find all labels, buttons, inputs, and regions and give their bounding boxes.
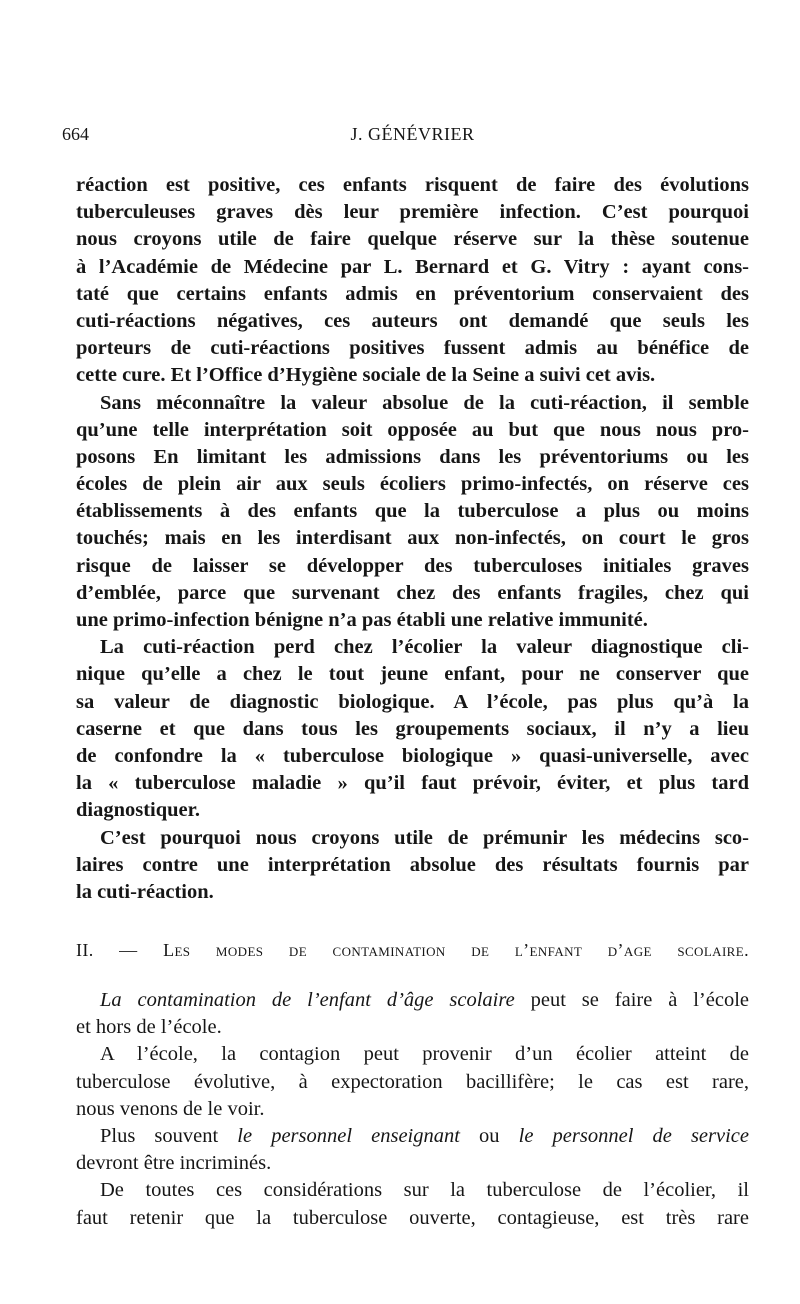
text-line: taté que certains enfants admis en préventorium conservaient des [76, 282, 749, 305]
text-line: La contamination de l’enfant d’âge scolaire peut se faire à l’école [100, 989, 749, 1011]
text-line: établissements à des enfants que la tuberculose a plus ou moins [76, 500, 749, 523]
text-line: sa valeur de diagnostic biologique. A l’école, pas plus qu’à la [76, 690, 749, 713]
text-line: laires contre une interprétation absolue des résultats fournis par [76, 853, 749, 876]
running-title: J. GÉNÉVRIER [350, 124, 475, 144]
text-line: et hors de l’école. [76, 1016, 222, 1039]
italic-phrase: le personnel de service [518, 1124, 749, 1147]
text-line: De toutes ces considérations sur la tuberculose de l’écolier, il [100, 1179, 749, 1202]
text-line: posons En limitant les admissions dans les préventoriums ou les [76, 445, 749, 468]
text-line: C’est pourquoi nous croyons utile de prémunir les médecins sco- [100, 826, 749, 849]
text-line: la cuti-réaction. [76, 880, 214, 903]
page-number: 664 [62, 124, 89, 144]
italic-phrase: La contamination de l’enfant d’âge scolaire [100, 989, 515, 1011]
text-line: cette cure. Et l’Office d’Hygiène sociale de la Seine a suivi cet avis. [76, 364, 656, 387]
text-line: devront être incriminés. [76, 1152, 272, 1175]
section-number: II. — [76, 940, 138, 960]
text-line: porteurs de cuti-réactions positives fussent admis au bénéfice de [76, 337, 749, 360]
text-line: nous venons de le voir. [76, 1097, 265, 1120]
regular-body-text [76, 987, 749, 1232]
text-line: à l’Académie de Médecine par L. Bernard et G. Vitry : ayant cons- [76, 255, 749, 278]
bold-body-text [76, 172, 749, 906]
section-heading [76, 940, 749, 961]
text-line: la « tuberculose maladie » qu’il faut prévoir, éviter, et plus tard [76, 772, 749, 795]
text-line: nique qu’elle a chez le tout jeune enfant, pour ne conserver que [76, 663, 749, 686]
running-head [62, 124, 749, 154]
text-line: A l’école, la contagion peut provenir d’un écolier atteint de [100, 1043, 749, 1066]
text-line: faut retenir que la tuberculose ouverte, contagieuse, est très rare [76, 1206, 749, 1229]
text-line: touchés; mais en les interdisant aux non-infectés, on court le gros [76, 527, 749, 550]
text-line: Sans méconnaître la valeur absolue de la cuti-réaction, il semble [100, 391, 749, 414]
text-line: caserne et que dans tous les groupements sociaux, il n’y a lieu [76, 717, 749, 740]
text-line: tuberculeuses graves dès leur première infection. C’est pourquoi [76, 201, 749, 224]
text-line: une primo-infection bénigne n’a pas établi une relative immunité. [76, 609, 648, 631]
section-title: Les modes de contamination de l’enfant d’age scolaire. [163, 940, 749, 960]
text-line: écoles de plein air aux seuls écoliers primo-infectés, on réserve ces [76, 473, 749, 496]
text-line: réaction est positive, ces enfants risquent de faire des évolutions [76, 174, 749, 196]
text-line: tuberculose évolutive, à expectoration bacillifère; le cas est rare, [76, 1070, 749, 1093]
text-line: cuti-réactions négatives, ces auteurs ont demandé que seuls les [76, 309, 749, 332]
text-line: diagnostiquer. [76, 799, 200, 822]
italic-phrase: le personnel enseignant [237, 1124, 460, 1147]
text-line: nous croyons utile de faire quelque réserve sur la thèse soutenue [76, 228, 749, 251]
text-line: qu’une telle interprétation soit opposée au but que nous nous pro- [76, 418, 749, 441]
text-line: risque de laisser se développer des tuberculoses initiales graves [76, 554, 749, 577]
text-line: Plus souvent le personnel enseignant ou le personnel de service [100, 1124, 749, 1147]
text-line: La cuti-réaction perd chez l’écolier la valeur diagnostique cli- [100, 636, 749, 659]
text-line: de confondre la « tuberculose biologique » quasi-universelle, avec [76, 744, 749, 767]
text-line: d’emblée, parce que survenant chez des enfants fragiles, chez qui [76, 581, 749, 604]
